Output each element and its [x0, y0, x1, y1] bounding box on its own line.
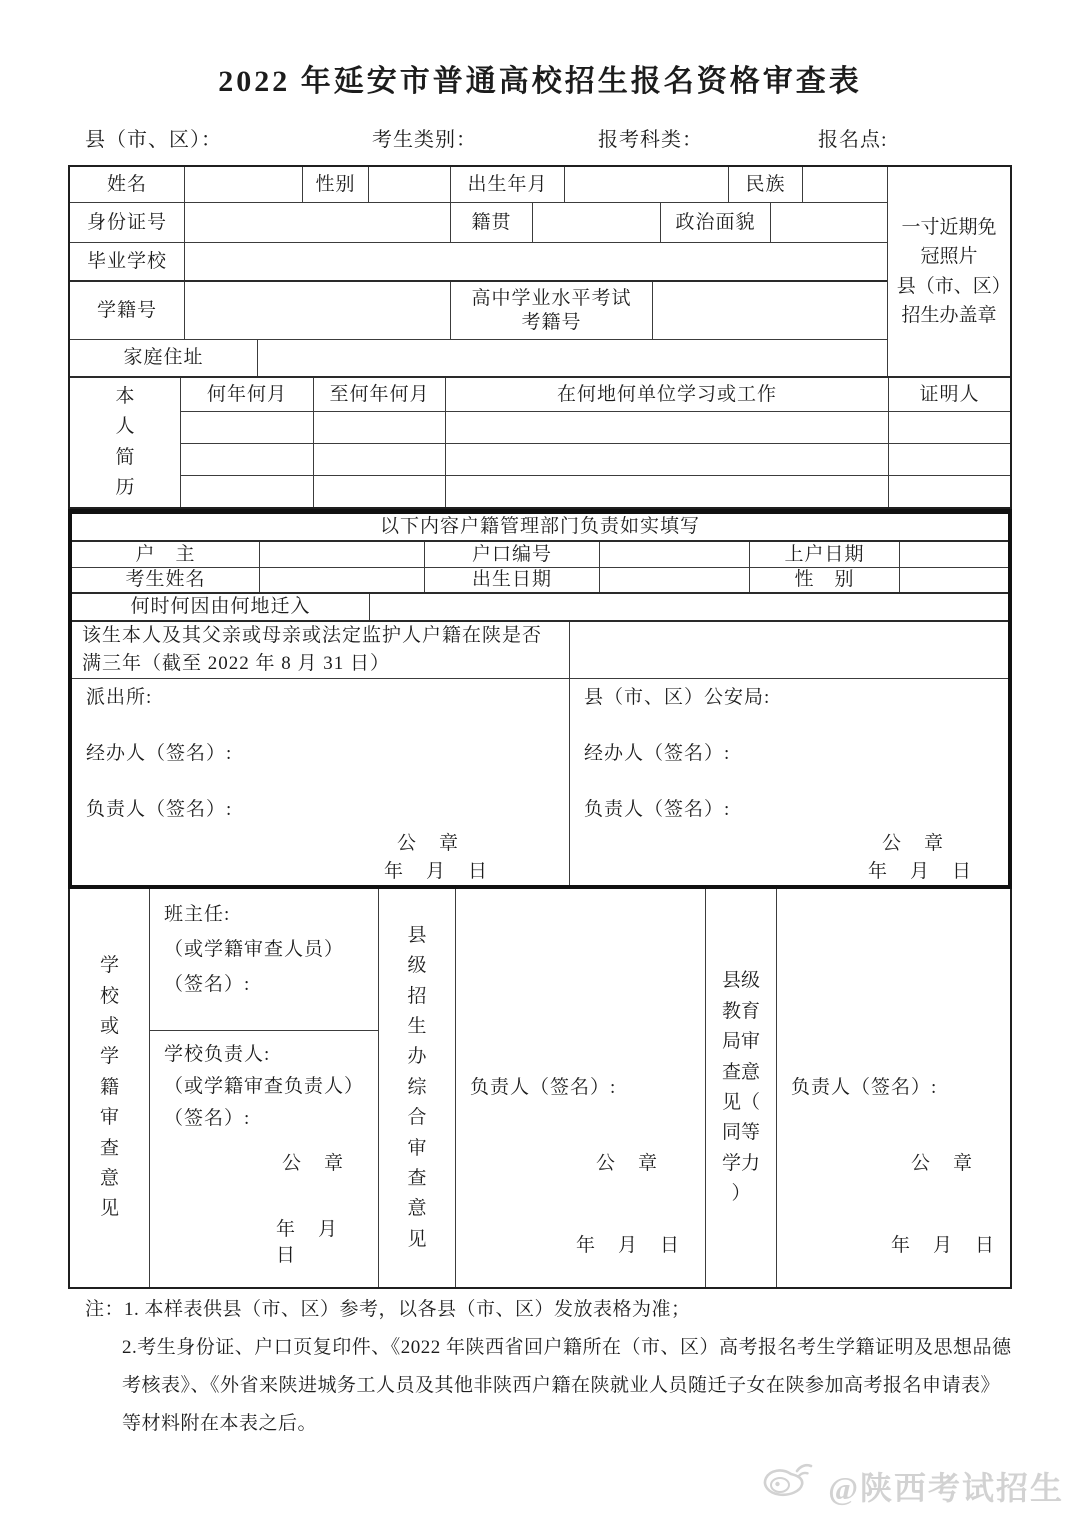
id-number-value-cell: [184, 203, 450, 242]
footnote-1: 注：1. 本样表供县（市、区）参考，以各县（市、区）发放表格为准；: [85, 1299, 691, 1320]
candidate-name-value-cell: [259, 568, 424, 592]
county-admission-sign-cell: [455, 889, 705, 1287]
basic-info-table: [68, 165, 1012, 509]
admission-date-label: 年 月 日: [576, 1235, 682, 1256]
candidate-type-label: 考生类别：: [372, 129, 477, 151]
police-handler-label: 经办人（签名）:: [86, 743, 233, 765]
home-address-value-cell: [257, 340, 887, 376]
account-number-label: 户口编号: [424, 542, 599, 568]
householder-value-cell: [259, 542, 424, 568]
psb-title: 县（市、区）公安局:: [584, 687, 771, 709]
county-admission-label-cell: [378, 889, 455, 1287]
name-label: 姓名: [106, 173, 147, 195]
home-address-label: 家庭住址: [123, 347, 204, 369]
watermark-text: @陕西考试招生: [828, 1470, 1064, 1506]
row-name: [70, 167, 887, 202]
education-responsible-label: 负责人（签名）:: [791, 1077, 938, 1098]
education-seal-label: 公 章: [911, 1153, 975, 1174]
admission-responsible-label: 负责人（签名）:: [470, 1077, 617, 1098]
psb-seal-label: 公 章: [882, 833, 946, 855]
migration-label: 何时何因由何地迁入: [130, 596, 311, 618]
weibo-icon: [760, 1458, 818, 1514]
householder-label: 户 主: [135, 543, 196, 565]
resume-header-row: [181, 378, 1010, 411]
political-status-value-cell: [770, 203, 887, 242]
birth-date-value-cell: [599, 568, 749, 592]
birth-value-cell: [564, 167, 728, 202]
psb-date-label: 年 月 日: [868, 861, 974, 883]
police-responsible-label: 负责人（签名）:: [86, 799, 233, 821]
class-teacher-line1: 班主任:: [164, 904, 231, 925]
police-seal-label: 公 章: [397, 833, 461, 855]
school-head-line2: （或学籍审查负责人）（签名）:: [164, 1076, 365, 1129]
migration-value-cell: [369, 594, 1008, 620]
ethnicity-value-cell: [802, 167, 887, 202]
county-education-sign-cell: [776, 889, 1010, 1287]
registration-date-value-cell: [899, 542, 1008, 568]
class-teacher-cell: [150, 889, 378, 1031]
county-education-label: 县级教育局审查意见（同等学力）: [721, 970, 760, 1205]
gender-value-cell: [368, 167, 450, 202]
native-place-value-cell: [532, 203, 660, 242]
household-gender-label: 性 别: [749, 568, 899, 592]
police-station-cell: [72, 679, 569, 885]
hs-exam-id-label: 高中学业水平考试考籍号: [450, 282, 652, 339]
household-gender-value-cell: [899, 568, 1008, 592]
county-admission-label: 县级招生办综合审查意见: [407, 924, 427, 1250]
school-head-line1: 学校负责人:: [164, 1044, 271, 1065]
class-teacher-line2: （或学籍审查人员）: [164, 939, 345, 960]
psb-responsible-label: 负责人（签名）:: [584, 799, 731, 821]
admission-seal-label: 公 章: [596, 1153, 660, 1174]
student-id-label: 学籍号: [96, 299, 157, 321]
row-residency: [72, 620, 1008, 678]
resume-col-where: 在何地何单位学习或工作: [445, 378, 888, 411]
household-instruction-row: [72, 514, 1008, 540]
candidate-name-label: 考生姓名: [125, 569, 206, 591]
footnote-prefix: 注：: [85, 1299, 125, 1320]
school-review-label-cell: [70, 889, 149, 1287]
household-table: [68, 509, 1012, 889]
watermark: [760, 1458, 1064, 1514]
photo-note-line2: 县（市、区）招生办盖章: [896, 275, 1002, 326]
registration-date-label: 上户日期: [749, 542, 899, 568]
photo-note-line1: 一寸近期免冠照片: [901, 216, 997, 268]
graduate-school-label: 毕业学校: [86, 250, 167, 272]
police-review-row: [72, 678, 1008, 885]
row-graduate-school: [70, 242, 887, 280]
school-date-label: 年 月 日: [276, 1219, 361, 1266]
education-date-label: 年 月 日: [891, 1235, 997, 1256]
review-table: [68, 889, 1012, 1289]
gender-label: 性别: [302, 167, 368, 202]
footnote-2: 2.考生身份证、户口页复印件、《2022 年陕西省回户籍所在（市、区）高考报名考生学籍证明及思想品德考核表》、《外省来陕进城务工人员及其他非陕西户籍在陕就业人员随迁子女在陕参加高考报名申请表》等材料附在本表之后。: [122, 1337, 1012, 1434]
police-station-title: 派出所:: [86, 687, 153, 709]
photo-cell: [887, 167, 1010, 376]
birth-label: 出生年月: [450, 167, 564, 202]
household-instruction: 以下内容户籍管理部门负责如实填写: [379, 515, 700, 537]
residency-value-cell: [569, 622, 1008, 678]
name-value-cell: [184, 167, 302, 202]
row-candidate-name: [72, 567, 1008, 592]
form-body: [68, 165, 1012, 1289]
public-security-cell: [569, 679, 1008, 885]
resume-label-cell: [70, 378, 180, 507]
psb-handler-label: 经办人（签名）:: [584, 743, 731, 765]
id-number-label: 身份证号: [86, 211, 167, 233]
resume-col-to: 至何年何月: [313, 378, 445, 411]
county-education-label-cell: [705, 889, 776, 1287]
residency-question-label: 该生本人及其父亲或母亲或法定监护人户籍在陕是否满三年（截至 2022 年 8 月 31 日）: [82, 625, 543, 675]
row-migration: [72, 592, 1008, 620]
resume-row: [181, 475, 1010, 507]
row-student-id: [70, 280, 887, 339]
school-seal-label: 公 章: [282, 1153, 346, 1174]
resume-row: [181, 411, 1010, 443]
county-field-label: 县（市、区）：: [85, 129, 222, 151]
subject-category-label: 报考科类：: [598, 129, 703, 151]
resume-row: [181, 443, 1010, 475]
police-date-label: 年 月 日: [384, 861, 490, 883]
account-number-value-cell: [599, 542, 749, 568]
resume-col-from: 何年何月: [206, 383, 287, 405]
birth-date-label: 出生日期: [424, 568, 599, 592]
political-status-label: 政治面貌: [660, 203, 770, 242]
page-title: 2022 年延安市普通高校招生报名资格审查表: [218, 65, 862, 98]
row-householder: [72, 540, 1008, 568]
registration-point-label: 报名点:: [818, 129, 888, 151]
hs-exam-id-value-cell: [652, 282, 887, 339]
school-head-cell: [150, 1031, 378, 1285]
resume-col-witness: 证明人: [888, 378, 1010, 411]
native-place-label: 籍贯: [450, 203, 532, 242]
class-teacher-line3: （签名）:: [164, 974, 251, 995]
resume-section: [70, 376, 1010, 507]
school-sign-cells: [149, 889, 378, 1287]
graduate-school-value-cell: [184, 243, 887, 280]
student-id-value-cell: [184, 282, 450, 339]
school-review-label: 学校或学籍审查意见: [99, 955, 119, 1220]
resume-label: 本人简历: [115, 385, 135, 498]
ethnicity-label: 民族: [728, 167, 802, 202]
footnotes: [85, 1291, 1015, 1443]
row-id-number: [70, 202, 887, 242]
row-home-address: [70, 339, 887, 376]
